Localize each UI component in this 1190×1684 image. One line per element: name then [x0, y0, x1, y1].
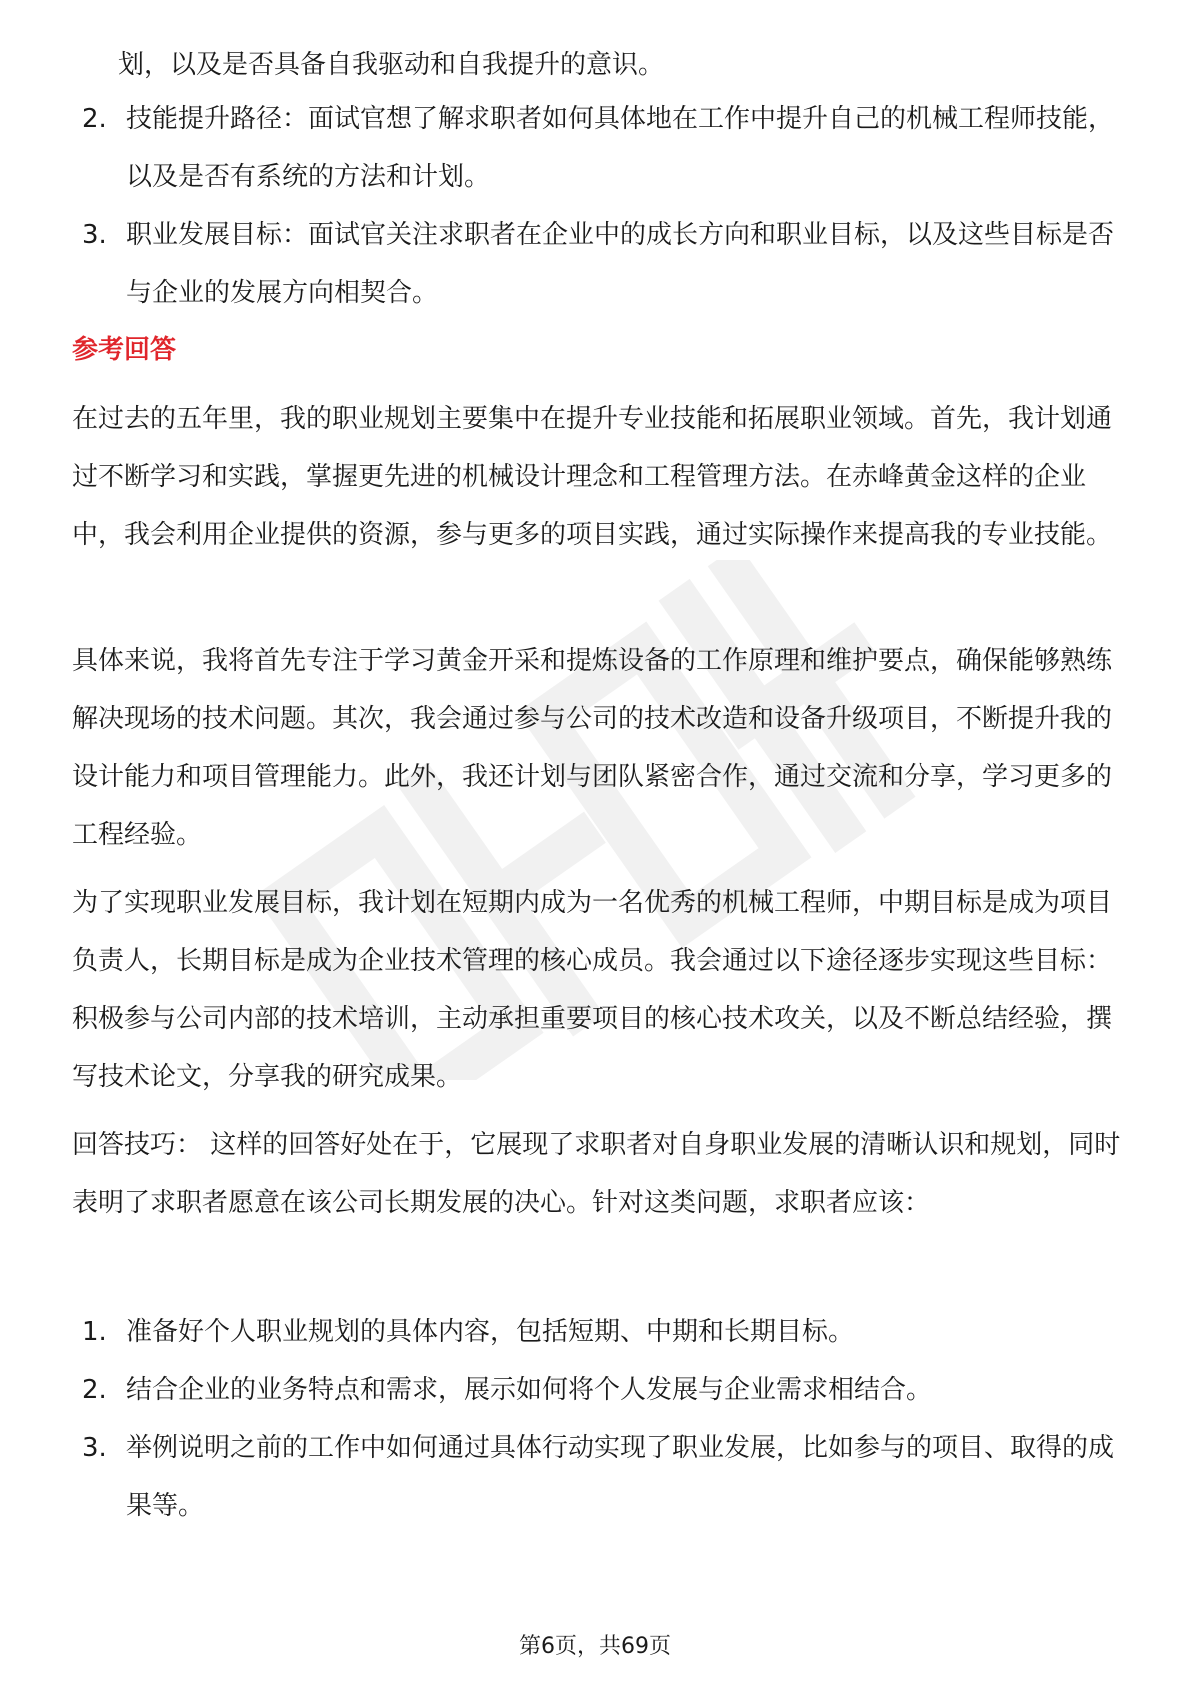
answer-paragraph-3: 为了实现职业发展目标，我计划在短期内成为一名优秀的机械工程师，中期目标是成为项目负责人，长期目标是成为企业技术管理的核心成员。我会通过以下途径逐步实现这些目标：积极参与公司内部的技术培训，主动承担重要项目的核心技术攻关，以及不断总结经验，撰写技术论文，分享我的研究成果。	[72, 888, 1113, 1092]
answer-tips-paragraph: 回答技巧： 这样的回答好处在于，它展现了求职者对自身职业发展的清晰认识和规划，同时表明了求职者愿意在该公司长期发展的决心。针对这类问题，求职者应该：	[72, 1130, 1121, 1218]
list-item	[0, 1419, 1115, 1535]
list-number: 1.	[82, 1317, 107, 1347]
list-item	[0, 90, 1115, 206]
list-number: 2.	[82, 104, 107, 134]
list-text: 技能提升路径：面试官想了解求职者如何具体地在工作中提升自己的机械工程师技能，以及是否有系统的方法和计划。	[126, 104, 1115, 192]
section-heading: 参考回答	[72, 335, 177, 365]
list-item	[0, 1361, 1000, 1419]
list-text: 举例说明之前的工作中如何通过具体行动实现了职业发展，比如参与的项目、取得的成果等。	[126, 1433, 1115, 1521]
answer-paragraph-1: 在过去的五年里，我的职业规划主要集中在提升专业技能和拓展职业领域。首先，我计划通过不断学习和实践，掌握更先进的机械设计理念和工程管理方法。在赤峰黄金这样的企业中，我会利用企业提供的资源，参与更多的项目实践，通过实际操作来提高我的专业技能。	[72, 404, 1113, 550]
list-number: 2.	[82, 1375, 107, 1405]
page-number-footer: 第6页，共69页	[519, 1634, 671, 1659]
list-text: 职业发展目标：面试官关注求职者在企业中的成长方向和职业目标，以及这些目标是否与企业的发展方向相契合。	[126, 220, 1115, 308]
tips-list	[0, 1303, 1115, 1535]
answer-paragraph-2: 具体来说，我将首先专注于学习黄金开采和提炼设备的工作原理和维护要点，确保能够熟练解决现场的技术问题。其次，我会通过参与公司的技术改造和设备升级项目，不断提升我的设计能力和项目管理能力。此外，我还计划与团队紧密合作，通过交流和分享，学习更多的工程经验。	[72, 646, 1113, 850]
list-item	[0, 206, 1115, 322]
question-analysis-list	[0, 90, 1115, 322]
continuation-line: 划，以及是否具备自我驱动和自我提升的意识。	[118, 50, 665, 80]
list-text: 结合企业的业务特点和需求，展示如何将个人发展与企业需求相结合。	[126, 1375, 933, 1405]
list-item	[0, 1303, 1000, 1361]
list-number: 3.	[82, 1433, 107, 1463]
list-number: 3.	[82, 220, 107, 250]
list-text: 准备好个人职业规划的具体内容，包括短期、中期和长期目标。	[126, 1317, 855, 1347]
